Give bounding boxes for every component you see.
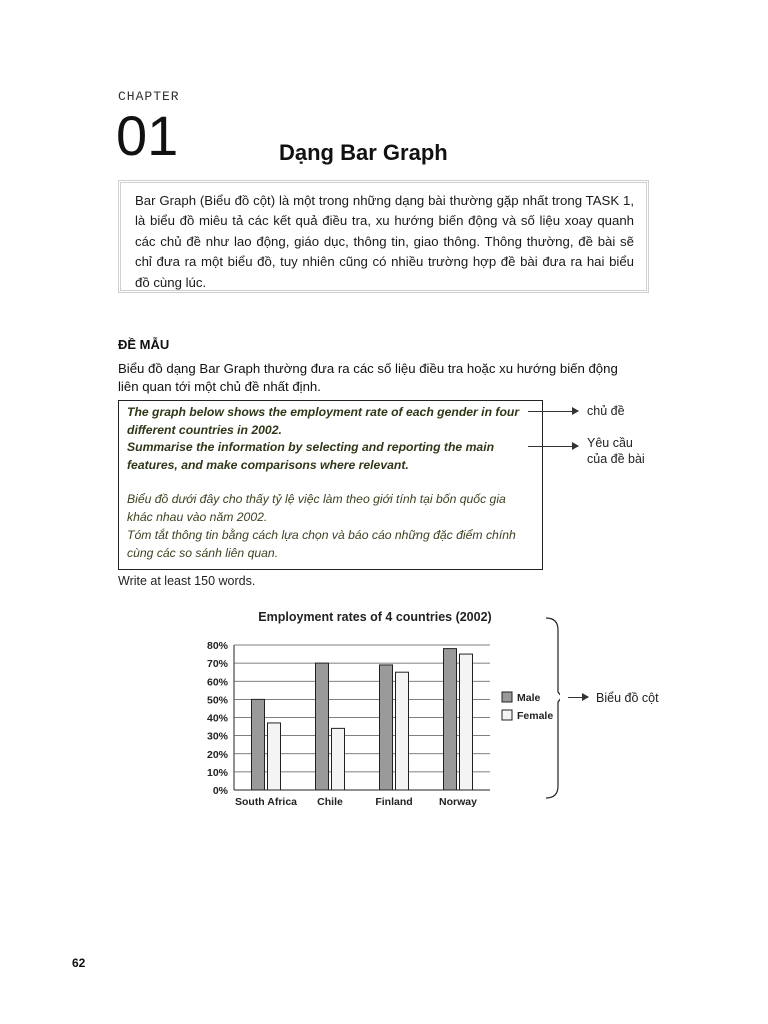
x-tick-label: South Africa [234,796,298,808]
task-prompt-box [118,400,543,570]
task-english-line2: Summarise the information by selecting and reporting the main features, and make comparisons where relevant. [127,440,495,472]
y-tick-label: 60% [206,676,228,689]
chart-legend [502,692,553,722]
chapter-label: CHAPTER [118,89,180,104]
bar-male [444,649,457,790]
section-heading: ĐỀ MẪU [118,337,170,352]
legend-swatch-male [502,692,512,702]
x-tick-label: Norway [439,796,477,808]
chapter-title: Dạng Bar Graph [279,140,448,165]
y-tick-label: 10% [206,766,228,779]
legend-label-female: Female [517,710,554,722]
y-tick-label: 40% [206,712,228,725]
requirement-annotation-line1: Yêu cầu [587,436,633,450]
y-axis-ticks [207,640,229,797]
task-vietnamese [127,491,534,562]
intro-box [118,180,649,293]
bar-female [332,728,345,790]
chart-bars [252,649,473,790]
intro-text: Bar Graph (Biểu đồ cột) là một trong những dạng bài thường gặp nhất trong TASK 1, là biểu đồ miêu tả các kết quả điều tra, xu hướng biến động và số liệu xoay quanh các chủ đề như lao động, giáo dục, thông tin, giao thông. Thông thường, đề bài sẽ chỉ đưa ra một biểu đồ, tuy nhiên cũng có nhiều trường hợp đề bài đưa ra hai biểu đồ cùng lúc. [135,193,634,290]
chart-bracket [546,618,560,798]
requirement-arrow [528,446,578,447]
bar-male [316,663,329,790]
word-count-note: Write at least 150 words. [118,574,256,588]
chapter-number: 01 [116,104,179,167]
x-axis-ticks [235,796,477,808]
legend-swatch-female [502,710,512,720]
x-tick-label: Chile [317,796,343,808]
bar-female [396,672,409,790]
topic-arrow [528,411,578,412]
y-tick-label: 80% [206,640,228,652]
x-tick-label: Finland [375,796,413,808]
y-tick-label: 30% [206,730,228,743]
legend-label-male: Male [517,692,541,704]
chart-annotation: Biểu đồ cột [596,691,659,705]
y-tick-label: 70% [206,658,228,671]
task-vietnamese-line1: Biểu đồ dưới đây cho thấy tỷ lệ việc làm theo giới tính tại bốn quốc gia khác nhau vào năm 2002. [127,492,506,525]
requirement-annotation [587,435,645,467]
chart-arrow [568,697,588,698]
requirement-annotation-line2: của đề bài [587,452,645,466]
bar-female [460,654,473,790]
section-description: Biểu đồ dạng Bar Graph thường đưa ra các số liệu điều tra hoặc xu hướng biến động liên quan tới một chủ đề nhất định. [118,361,618,394]
y-tick-label: 0% [212,785,228,797]
bar-female [268,723,281,790]
y-tick-label: 20% [206,748,228,761]
task-vietnamese-line2: Tóm tắt thông tin bằng cách lựa chọn và báo cáo những đặc điểm chính cùng các so sánh liên quan. [127,527,516,560]
y-tick-label: 50% [206,694,228,707]
bar-chart [190,600,560,815]
chart-title: Employment rates of 4 countries (2002) [258,610,492,624]
topic-annotation: chủ đề [587,404,625,418]
bar-male [252,699,265,790]
page-number: 62 [72,956,86,970]
task-english [127,404,534,474]
task-english-line1: The graph below shows the employment rate of each gender in four different countries in 2002. [127,405,520,437]
bar-male [380,665,393,790]
